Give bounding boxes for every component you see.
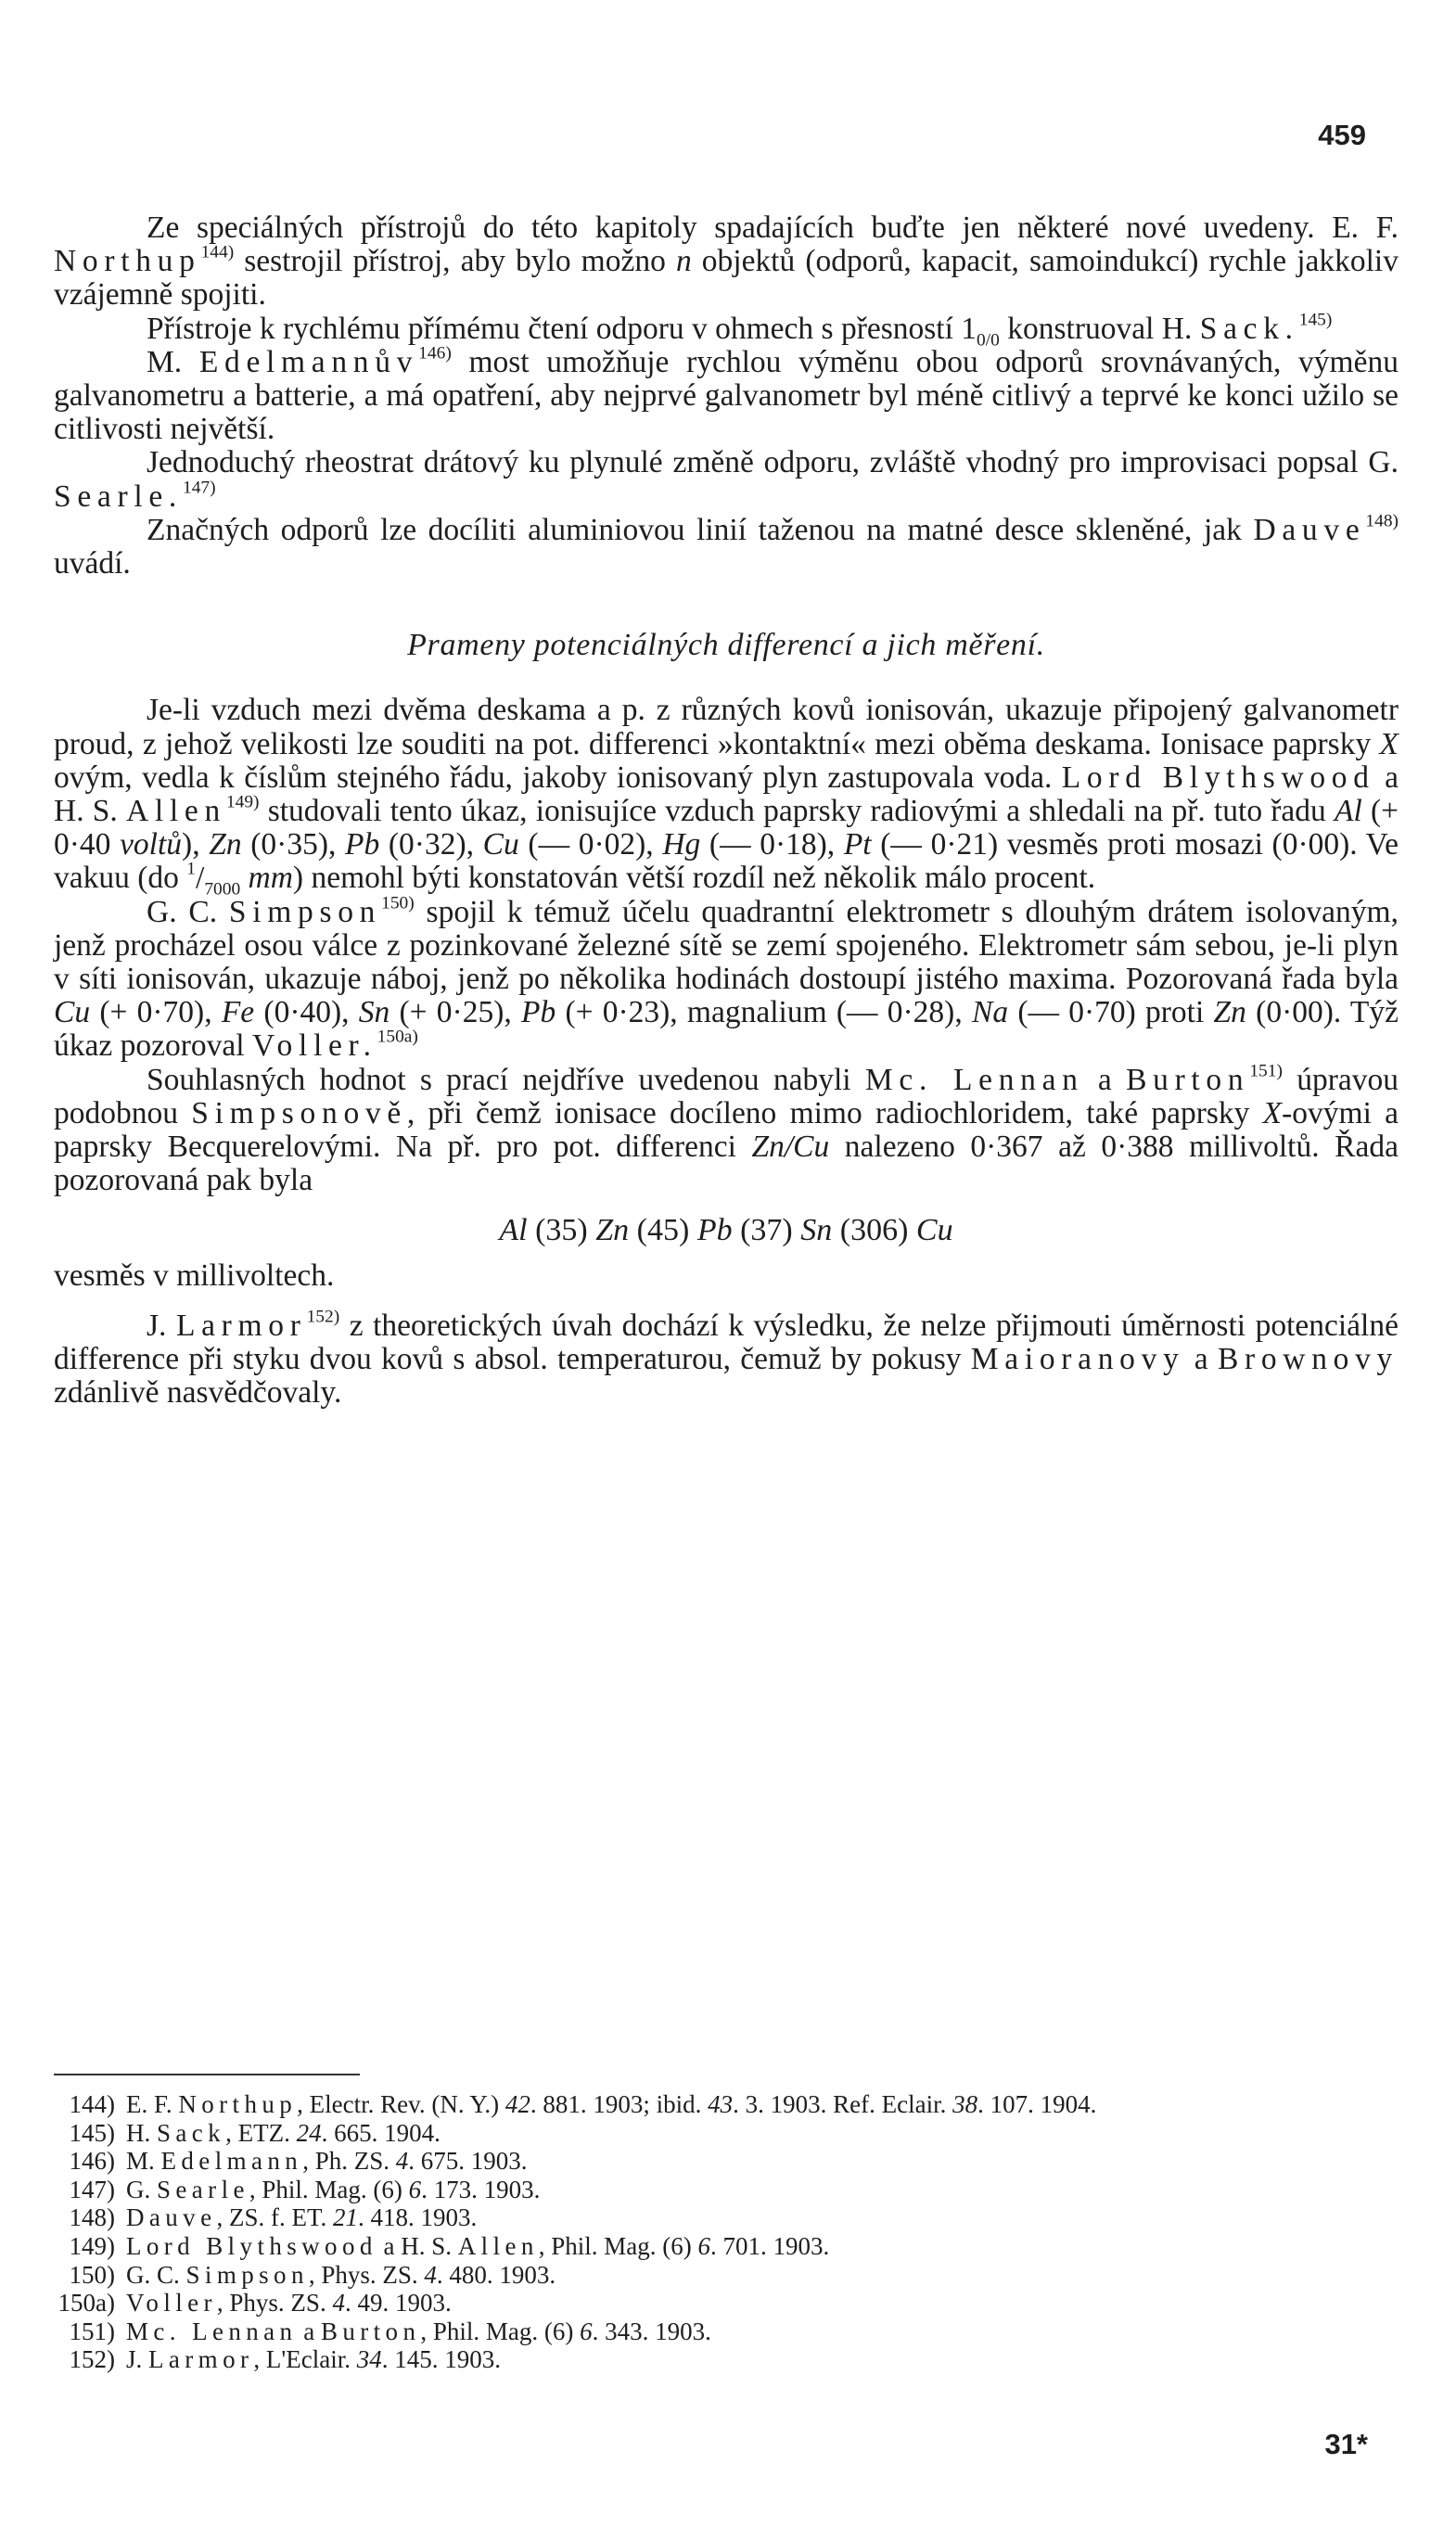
footnote: 150) G. C. Simpson, Phys. ZS. 4. 480. 1903.: [54, 2261, 1399, 2290]
footnote-mark: 150a): [57, 2289, 115, 2318]
footnote-mark: 150): [69, 2260, 115, 2289]
author-name: Lord Blythswood: [1061, 760, 1375, 795]
text: a: [1184, 1342, 1218, 1377]
element-symbol: Cu: [915, 1213, 953, 1248]
text: (306): [832, 1213, 916, 1248]
author-name: Brownovy: [1217, 1342, 1399, 1377]
text: nalezeno 0·367 až 0·388 millivoltů. Řada pozorovaná pak byla: [54, 1130, 1399, 1198]
footnote-mark: 144): [69, 2090, 115, 2118]
element-symbol: Pt: [843, 827, 872, 862]
text: Ze speciálných přístrojů do této kapitoly spadajících buďte jen některé nové uvedeny. E. F.: [147, 211, 1399, 245]
text: most umožňuje rychlou výměnu obou odporů srovnávaných, výměnu galvanometru a batterie, a má opatření, aby nejprvé galvanometr byl méně citlivý a teprvé ke konci užilo se citlivosti největší.: [54, 344, 1399, 447]
author-name: Larmor: [175, 1308, 307, 1343]
footnote-ref: 150a): [377, 1027, 418, 1047]
text: -ovými a paprsky Becquerelovými. Na př. pro pot. differenci: [54, 1095, 1399, 1165]
author-name: Voller: [126, 2289, 217, 2318]
text: (35): [527, 1213, 596, 1248]
paragraph-6: Je-li vzduch mezi dvěma deskama a p. z různých kovů ionisován, ukazuje připojený galvanometr proud, z jehož velikosti lze souditi na pot. differenci »kontaktní« mezi oběma deskama. Ionisace paprsky X ovým, vedla k číslům stejného řádu, jakoby ionisovaný plyn zastupovala voda. Lord Blythswood a H. S. Allen$^{149)}$ studovali tento úkaz, ionisujíce vzduch paprsky radiovými a shledali na př. tuto řadu Al (+ 0·40 voltů), Zn (0·35), Pb (0·32), Cu (— 0·02), Hg (— 0·18), Pt (— 0·21) vesměs proti mosazi (0·00). Ve vakuu (do $^1/_{7000}$ mm) nemohl býti konstatován větší rozdíl než několik málo procent.: [54, 693, 1399, 900]
text: ),: [182, 827, 210, 862]
volume: 4: [395, 2147, 409, 2176]
author-name: Dauve: [1253, 512, 1366, 547]
element-symbol: Pb: [520, 995, 556, 1030]
text: M.: [147, 344, 199, 379]
text: (— 0·18),: [700, 827, 844, 862]
unit: mm: [248, 861, 293, 896]
element-symbol: Hg: [662, 827, 701, 862]
footnote-ref: 146): [418, 343, 452, 364]
footnote-ref: 144): [200, 242, 235, 262]
footnote: 150a) Voller, Phys. ZS. 4. 49. 1903.: [54, 2289, 1399, 2318]
text: Souhlasných hodnot s prací nejdříve uvedenou nabyli: [147, 1062, 865, 1097]
element-symbol: Na: [971, 995, 1009, 1030]
paragraph-1: [54, 211, 1399, 313]
author-name: Northup: [54, 244, 201, 279]
volume: 34: [356, 2345, 382, 2374]
footnote-mark: 145): [69, 2118, 115, 2147]
section-heading: Prameny potenciálných differencí a jich měření.: [407, 628, 1045, 663]
text: (— 0·21) vesměs proti mosazi (0·00). Ve vakuu (do: [54, 827, 1399, 896]
footnote: 149) Lord Blythswood a H. S. Allen, Phil. Mag. (6) 6. 701. 1903.: [54, 2232, 1399, 2261]
text: (+ 0·23), magnalium (— 0·28),: [556, 995, 972, 1030]
footnote-mark: 147): [69, 2175, 115, 2203]
author-name: Voller.: [251, 1028, 377, 1064]
author-name: Sack.: [1199, 311, 1299, 346]
paragraph-8: [54, 1061, 1399, 1198]
text: (0·32),: [379, 827, 483, 862]
footnote: 148) Dauve, ZS. f. ET. 21. 418. 1903.: [54, 2203, 1399, 2232]
italic-symbol: X: [1262, 1095, 1283, 1130]
author-name: Allen: [457, 2231, 539, 2260]
paragraph-2: [54, 310, 1399, 351]
footnote-ref: 149): [225, 792, 260, 812]
text: uvádí.: [54, 546, 131, 581]
footnote-ref: 152): [306, 1307, 340, 1327]
author-name: Burton: [1126, 1062, 1250, 1097]
volume: 38: [952, 2090, 978, 2118]
footnote: 144) E. F. Northup, Electr. Rev. (N. Y.) 42. 881. 1903; ibid. 43. 3. 1903. Ref. Eclair. 38. 107. 1904.: [54, 2090, 1399, 2119]
author-name: Simpson: [185, 2260, 309, 2289]
text: a: [1083, 1062, 1127, 1097]
text: (45): [629, 1213, 697, 1248]
text: Je-li vzduch mezi dvěma deskama a p. z různých kovů ionisován, ukazuje připojený galvanometr proud, z jehož velikosti lze souditi na pot. differenci »kontaktní« mezi oběma deskama. Ionisace paprsky: [54, 693, 1399, 761]
text: zdánlivě nasvědčovaly.: [54, 1375, 342, 1411]
volume: 6: [408, 2175, 422, 2203]
element-symbol: Zn: [1213, 995, 1246, 1030]
footnote-mark: 149): [69, 2231, 115, 2260]
author-name: Simpson: [228, 894, 382, 929]
text: a H. S.: [54, 760, 1399, 829]
text: úpravou podobnou: [54, 1062, 1399, 1130]
fraction-denominator: 7000: [204, 880, 241, 900]
footnote: 146) M. Edelmann, Ph. ZS. 4. 675. 1903.: [54, 2147, 1399, 2176]
footnote: 145) H. Sack, ETZ. 24. 665. 1904.: [54, 2119, 1399, 2148]
footnote-mark: 151): [69, 2317, 115, 2345]
element-symbol: Pb: [345, 827, 380, 862]
volume: 43: [708, 2090, 734, 2118]
element-symbol: Pb: [696, 1213, 733, 1248]
percent-sign: 0/0: [977, 330, 1000, 351]
footnote-mark: 148): [69, 2203, 115, 2232]
text: (+ 0·40: [54, 794, 1399, 862]
text: (37): [732, 1213, 801, 1248]
text: Jednoduchý rheostrat drátový ku plynulé změně odporu, zvláště vhodný pro improvisaci popsal G.: [147, 445, 1399, 480]
italic-symbol: X: [1379, 726, 1399, 761]
fraction-numerator: 1: [186, 859, 196, 879]
text: objektů (odporů, kapacit, samoindukcí) rychle jakkoliv vzájemně spojiti.: [54, 244, 1399, 313]
signature-mark: 31*: [1324, 2428, 1368, 2460]
volume: 4: [332, 2289, 345, 2318]
author-name: Sack: [157, 2118, 226, 2147]
element-symbol: Al: [499, 1213, 528, 1248]
volume: 21: [332, 2203, 358, 2232]
element-symbol: Fe: [221, 995, 255, 1030]
text: (0·35),: [241, 827, 346, 862]
text: Přístroje k rychlému přímému čtení odporu v ohmech s přesností 1: [147, 311, 977, 346]
footnote-ref: 151): [1249, 1061, 1283, 1081]
element-symbol: Sn: [800, 1213, 833, 1248]
element-symbol: Sn: [358, 995, 390, 1030]
text: (— 0·70) proti: [1008, 995, 1214, 1030]
text: (+ 0·25),: [390, 995, 521, 1030]
author-name: Edelmannův: [198, 344, 419, 379]
paragraph-5: [54, 511, 1399, 581]
element-pair: Zn/Cu: [751, 1130, 830, 1165]
author-name: Searle.: [54, 479, 183, 514]
footnote-ref: 145): [1298, 310, 1333, 330]
volume: 6: [697, 2231, 711, 2260]
paragraph-9: vesměs v millivoltech.: [54, 1258, 335, 1293]
text: spojil k témuž účelu quadrantní elektrometr s dlouhým drátem isolovaným, jenž procházel osou válce z pozinkované železné sítě se zemí spojeného. Elektrometr sám sebou, je-li plyn v síti ionisován, ukazuje náboj, jenž po několika hodinách dostoupí jistého maxima. Pozorovaná řada byla: [54, 894, 1399, 997]
footnote-divider: [54, 2074, 360, 2075]
text: G. C.: [147, 894, 229, 929]
text: ) nemohl býti konstatován větší rozdíl než několik málo procent.: [292, 861, 1096, 896]
volume: 42: [504, 2090, 530, 2118]
element-symbol: Zn: [209, 827, 242, 862]
text: sestrojil přístroj, aby bylo možno: [234, 244, 676, 279]
unit: voltů: [120, 827, 183, 862]
author-name: Mc. Lennan: [126, 2317, 298, 2345]
element-symbol: Al: [1334, 794, 1362, 829]
author-name: Maioranovy: [970, 1342, 1185, 1377]
footnote-ref: 147): [182, 478, 216, 498]
text: (0·40),: [254, 995, 359, 1030]
text: J.: [147, 1308, 176, 1343]
text: (0·00). Týž úkaz pozoroval: [54, 995, 1399, 1064]
text: ovým, vedla k číslům stejného řádu, jakoby ionisovaný plyn zastupovala voda.: [54, 760, 1062, 795]
author-name: Edelmann: [160, 2147, 303, 2176]
author-name: Northup: [178, 2090, 298, 2118]
paragraph-10: [54, 1309, 1399, 1411]
footnote-ref: 148): [1365, 511, 1399, 531]
footnote-mark: 146): [69, 2147, 115, 2176]
element-symbol: Cu: [54, 995, 91, 1030]
author-name: Searle: [157, 2175, 249, 2203]
volume: 24: [296, 2118, 322, 2147]
text: (+ 0·70),: [90, 995, 222, 1030]
paragraph-7: [54, 893, 1399, 1064]
text: , při čemž ionisace docíleno mimo radiochloridem, také paprsky: [406, 1095, 1263, 1130]
paragraph-4: [54, 446, 1399, 513]
author-name: Allen: [125, 794, 226, 829]
text: studovali tento úkaz, ionisujíce vzduch paprsky radiovými a shledali na př. tuto řadu: [259, 794, 1335, 829]
paragraph-3: [54, 343, 1399, 447]
footnotes: [54, 2090, 1399, 2374]
text: Značných odporů lze docíliti aluminiovou linií taženou na matné desce skleněné, jak: [147, 512, 1254, 547]
text: (— 0·02),: [518, 827, 663, 862]
footnote: 151) Mc. Lennan a Burton, Phil. Mag. (6) 6. 343. 1903.: [54, 2318, 1399, 2346]
element-symbol: Cu: [482, 827, 519, 862]
footnote: 152) J. Larmor, L'Eclair. 34. 145. 1903.: [54, 2345, 1399, 2374]
author-name: Larmor: [148, 2345, 254, 2374]
volume: 4: [424, 2260, 437, 2289]
author-name: Simpsonově: [191, 1095, 407, 1130]
author-name: Dauve: [126, 2203, 217, 2232]
author-name: Lord Blythswood: [126, 2231, 377, 2260]
footnote-mark: 152): [69, 2345, 115, 2374]
text: konstruoval H.: [999, 311, 1200, 346]
volume: 6: [580, 2317, 593, 2345]
author-name: Mc. Lennan: [864, 1062, 1084, 1097]
main-text: [54, 211, 1399, 1411]
page-number: 459: [1318, 119, 1366, 151]
author-name: Burton: [320, 2317, 421, 2345]
text: z theoretických úvah dochází k výsledku, že nelze přijmouti úměrnosti potenciálné difference při styku dvou kovů s absol. temperaturou, čemuž by pokusy: [54, 1308, 1399, 1377]
series-formula: [54, 1214, 1399, 1247]
italic-symbol: n: [675, 244, 692, 279]
footnote: 147) G. Searle, Phil. Mag. (6) 6. 173. 1903.: [54, 2176, 1399, 2204]
element-symbol: Zn: [595, 1213, 630, 1248]
footnote-ref: 150): [381, 893, 415, 913]
